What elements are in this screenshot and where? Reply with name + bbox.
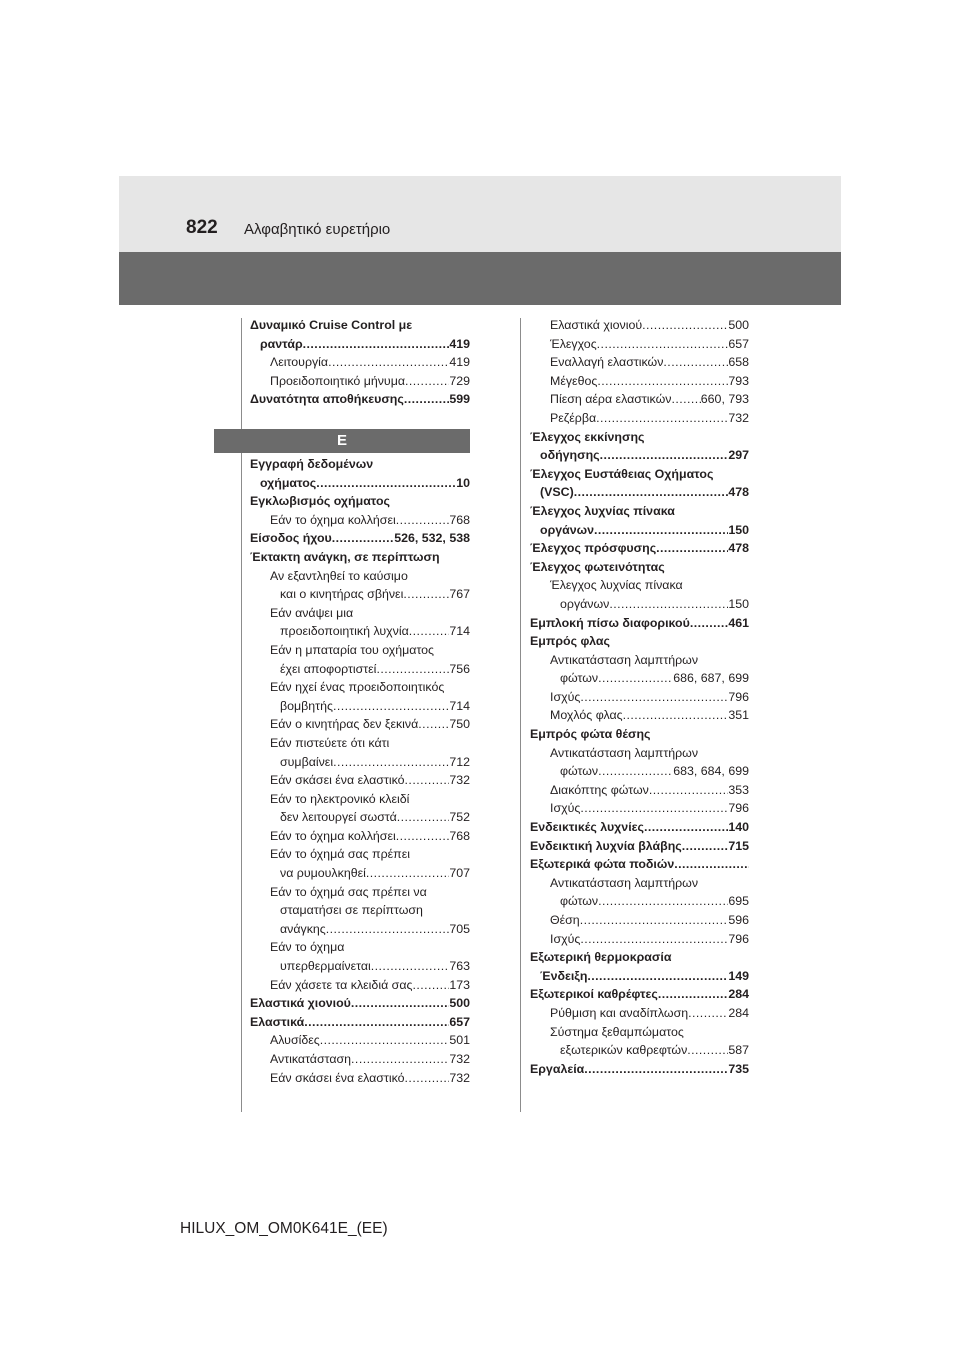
index-entry-text: και ο κινητήρας σβήνει bbox=[280, 587, 404, 602]
index-entry bbox=[530, 762, 749, 781]
index-entry bbox=[250, 901, 470, 920]
dot-leader bbox=[594, 521, 728, 540]
index-entry-page: 500 bbox=[449, 996, 470, 1011]
index-entry bbox=[250, 622, 470, 641]
dot-leader bbox=[587, 967, 728, 986]
index-entry-text: Δυνατότητα αποθήκευσης bbox=[250, 392, 404, 407]
index-entry bbox=[530, 576, 749, 595]
dot-leader bbox=[609, 595, 728, 614]
index-entry bbox=[530, 409, 749, 428]
index-entry bbox=[530, 874, 749, 893]
dot-leader bbox=[596, 409, 728, 428]
index-entry-text: Σύστημα ξεθαμπώματος bbox=[550, 1024, 684, 1039]
index-entry bbox=[530, 855, 749, 874]
index-entry-text: Εάν σκάσει ένα ελαστικό bbox=[270, 773, 405, 788]
index-entry-text: Εναλλαγή ελαστικών bbox=[550, 355, 664, 370]
index-entry-text: Εάν σκάσει ένα ελαστικό bbox=[270, 1070, 405, 1085]
index-entry bbox=[250, 316, 470, 335]
index-entry bbox=[530, 1041, 749, 1060]
index-entry bbox=[530, 465, 749, 484]
index-entry-text: οργάνων bbox=[560, 596, 610, 611]
dot-leader bbox=[600, 446, 729, 465]
index-entry-page: 478 bbox=[728, 541, 749, 556]
index-entry-text: συμβαίνει bbox=[280, 754, 334, 769]
index-entry bbox=[530, 1004, 749, 1023]
index-entry-page: 658 bbox=[728, 355, 749, 370]
dot-leader bbox=[326, 920, 450, 939]
index-entry-page: 763 bbox=[449, 959, 470, 974]
index-entry-text: Αντικατάσταση λαμπτήρων bbox=[550, 652, 699, 667]
index-entry-text: Έλεγχος λυχνίας πίνακα bbox=[550, 578, 683, 593]
index-entry-text: Ρύθμιση και αναδίπλωση bbox=[550, 1005, 689, 1020]
index-entry-page: 732 bbox=[449, 1052, 470, 1066]
index-entry bbox=[250, 1050, 470, 1069]
index-entry-page: 149 bbox=[728, 968, 749, 983]
index-entry-page: 596 bbox=[728, 913, 749, 927]
index-entry-text: Αντικατάσταση λαμπτήρων bbox=[550, 745, 699, 760]
index-entry-text: Ενδεικτικές λυχνίες bbox=[530, 820, 644, 835]
dot-leader bbox=[412, 976, 449, 995]
index-entry bbox=[250, 864, 470, 883]
dot-leader bbox=[687, 1041, 728, 1060]
dot-leader bbox=[418, 715, 449, 734]
index-entry-text: Έλεγχος φωτεινότητας bbox=[530, 559, 665, 574]
index-entry-text: Εάν η μπαταρία του οχήματος bbox=[270, 642, 435, 657]
index-entry bbox=[250, 372, 470, 391]
index-entry bbox=[250, 335, 470, 354]
index-entry bbox=[530, 669, 749, 688]
dot-leader bbox=[580, 688, 728, 707]
dot-leader bbox=[580, 930, 728, 949]
index-entry bbox=[530, 428, 749, 447]
index-entry-page: 419 bbox=[449, 355, 470, 370]
index-entry bbox=[250, 957, 470, 976]
dot-leader bbox=[580, 799, 728, 818]
index-entry-text: Προειδοποιητικό μήνυμα bbox=[270, 373, 406, 388]
dot-leader bbox=[333, 753, 449, 772]
index-entry-page: 732 bbox=[449, 1070, 470, 1085]
index-entry bbox=[250, 390, 470, 409]
index-entry-text: οχήματος bbox=[260, 475, 317, 490]
index-entry-text: Εάν ανάψει μια bbox=[270, 605, 354, 620]
index-entry-text: Έλεγχος λυχνίας πίνακα bbox=[530, 503, 675, 518]
index-entry bbox=[250, 455, 470, 474]
index-entry bbox=[530, 446, 749, 465]
index-entry bbox=[250, 734, 470, 753]
index-entry-text: προειδοποιητική λυχνία bbox=[280, 624, 409, 639]
index-entry-text: Εμπρός φλας bbox=[530, 634, 610, 649]
index-entry-text: Δυναμικό Cruise Control με bbox=[250, 318, 413, 332]
index-entry-text: Θέση bbox=[550, 913, 580, 927]
index-entry-page: 599 bbox=[449, 392, 470, 407]
index-entry bbox=[250, 511, 470, 530]
dot-leader bbox=[649, 781, 728, 800]
index-entry bbox=[530, 632, 749, 651]
index-entry-page: 793 bbox=[728, 373, 749, 388]
index-entry-page: 768 bbox=[449, 828, 470, 843]
dot-leader bbox=[688, 1004, 728, 1023]
index-entry-text: Ρεζέρβα bbox=[550, 410, 597, 425]
index-entry bbox=[530, 614, 749, 633]
index-entry bbox=[530, 372, 749, 391]
index-entry bbox=[530, 967, 749, 986]
index-entry-text: Διακόπτης φώτων bbox=[550, 782, 649, 797]
header-band bbox=[119, 176, 841, 252]
index-entry-text: Εάν το όχημα bbox=[270, 940, 345, 955]
index-entry bbox=[530, 595, 749, 614]
dot-leader bbox=[333, 697, 449, 716]
index-entry bbox=[530, 483, 749, 502]
index-entry-page: 796 bbox=[728, 801, 749, 816]
index-entry bbox=[250, 548, 470, 567]
index-entry bbox=[530, 688, 749, 707]
index-entry-page: 750 bbox=[449, 717, 470, 732]
index-column-2 bbox=[530, 316, 749, 1078]
index-entry bbox=[530, 1023, 749, 1042]
index-entry bbox=[250, 715, 470, 734]
dot-leader bbox=[396, 511, 450, 530]
index-entry bbox=[250, 790, 470, 809]
index-entry-page: 767 bbox=[449, 587, 470, 602]
index-entry-text: Μοχλός φλας bbox=[550, 708, 623, 723]
index-entry-page: 714 bbox=[449, 698, 470, 713]
dot-leader bbox=[320, 1031, 450, 1050]
dot-leader bbox=[397, 808, 450, 827]
index-entry bbox=[250, 1031, 470, 1050]
index-entry-text: Εξωτερικοί καθρέφτες bbox=[530, 987, 658, 1002]
index-entry-text: Πίεση αέρα ελαστικών bbox=[550, 392, 672, 407]
index-entry-page: 284 bbox=[728, 1005, 749, 1020]
index-entry-page: 796 bbox=[728, 931, 749, 946]
index-entry bbox=[530, 706, 749, 725]
index-entry-text: Έλεγχος bbox=[550, 336, 597, 351]
index-entry-text: Αλυσίδες bbox=[270, 1033, 320, 1048]
index-entry-page: 756 bbox=[449, 661, 470, 676]
index-entry bbox=[250, 994, 470, 1013]
index-entry bbox=[530, 539, 749, 558]
dot-leader bbox=[332, 529, 394, 548]
dot-leader bbox=[656, 539, 728, 558]
index-entry-text: Αντικατάσταση λαμπτήρων bbox=[550, 875, 699, 890]
dot-leader bbox=[584, 1060, 728, 1079]
dot-leader bbox=[328, 353, 449, 372]
index-entry-text: οργάνων bbox=[540, 522, 594, 537]
index-entry bbox=[250, 697, 470, 716]
index-entry-text: Εάν το όχημά σας πρέπει να bbox=[270, 884, 427, 899]
dot-leader bbox=[597, 335, 729, 354]
index-entry bbox=[250, 604, 470, 623]
index-entry bbox=[250, 808, 470, 827]
index-entry-page: 660, 793 bbox=[700, 392, 749, 407]
index-entry bbox=[530, 744, 749, 763]
index-entry-text: Ενδεικτική λυχνία βλάβης bbox=[530, 838, 682, 853]
index-entry bbox=[250, 660, 470, 679]
index-entry-page: 461 bbox=[728, 615, 749, 630]
dot-leader bbox=[371, 957, 450, 976]
index-entry-page: 712 bbox=[449, 754, 470, 769]
index-entry bbox=[250, 641, 470, 660]
index-entry bbox=[530, 353, 749, 372]
index-entry bbox=[530, 1060, 749, 1079]
index-entry-text: Αν εξαντληθεί το καύσιμο bbox=[270, 568, 408, 583]
index-entry bbox=[250, 474, 470, 493]
index-entry-page: 768 bbox=[449, 512, 470, 527]
dot-leader bbox=[376, 660, 449, 679]
index-entry bbox=[250, 585, 470, 604]
index-entry-page: 705 bbox=[449, 921, 470, 936]
index-entry-text: Εμπρός φώτα θέσης bbox=[530, 727, 651, 742]
index-entry-page: 353 bbox=[728, 782, 749, 797]
index-entry bbox=[530, 651, 749, 670]
index-entry-text: Εάν ο κινητήρας δεν ξεκινά bbox=[270, 717, 419, 732]
index-entry bbox=[530, 725, 749, 744]
index-entry bbox=[530, 892, 749, 911]
index-entry-page: 732 bbox=[449, 773, 470, 788]
index-entry bbox=[530, 818, 749, 837]
dot-leader bbox=[580, 911, 729, 930]
dot-leader bbox=[404, 390, 450, 409]
section-letter-bar: Ε bbox=[214, 429, 470, 453]
index-entry-page: 686, 687, 699 bbox=[673, 671, 749, 686]
dot-leader bbox=[598, 762, 673, 781]
dot-leader bbox=[642, 316, 728, 335]
dot-leader bbox=[597, 372, 728, 391]
index-entry-text: υπερθερμαίνεται bbox=[280, 959, 371, 974]
index-entry-page: 683, 684, 699 bbox=[673, 764, 749, 779]
index-entry-page: 587 bbox=[728, 1043, 749, 1058]
dot-leader bbox=[658, 985, 728, 1004]
index-entry-text: (VSC) bbox=[540, 485, 574, 500]
index-entry bbox=[530, 390, 749, 409]
index-entry-page: 695 bbox=[728, 894, 749, 909]
dot-leader bbox=[405, 771, 450, 790]
index-entry-page: 150 bbox=[728, 522, 749, 537]
dot-leader bbox=[682, 837, 729, 856]
index-entry-page: 140 bbox=[728, 820, 749, 835]
index-entry-text: Εάν το όχημα κολλήσει bbox=[270, 512, 396, 527]
index-entry bbox=[250, 976, 470, 995]
index-entry bbox=[530, 948, 749, 967]
dot-leader bbox=[316, 474, 456, 493]
index-entry bbox=[250, 753, 470, 772]
index-entry bbox=[250, 938, 470, 957]
index-entry-text: Εργαλεία bbox=[530, 1061, 585, 1076]
dot-leader bbox=[366, 864, 449, 883]
dot-leader bbox=[598, 669, 673, 688]
dot-leader bbox=[409, 622, 450, 641]
index-entry bbox=[250, 845, 470, 864]
index-entry-text: Εμπλοκή πίσω διαφορικού bbox=[530, 615, 690, 630]
index-entry bbox=[530, 837, 749, 856]
index-entry bbox=[250, 567, 470, 586]
index-entry-page: 714 bbox=[449, 624, 470, 639]
dot-leader bbox=[405, 372, 449, 391]
index-entry-text: δεν λειτουργεί σωστά bbox=[280, 810, 397, 825]
index-entry-page: 732 bbox=[728, 410, 749, 425]
index-entry-text: Εξωτερικά φώτα ποδιών bbox=[530, 857, 675, 872]
index-entry-page: 419 bbox=[449, 336, 470, 351]
dot-leader bbox=[403, 585, 449, 604]
dot-leader bbox=[671, 390, 700, 409]
index-entry-page: 478 bbox=[728, 485, 749, 500]
index-entry-text: Εάν χάσετε τα κλειδιά σας bbox=[270, 977, 413, 992]
index-entry-text: Ισχύς bbox=[550, 801, 581, 816]
index-entry-text: Ένδειξη bbox=[540, 968, 588, 983]
index-entry-text: Ελαστικά bbox=[250, 1014, 305, 1029]
index-entry bbox=[530, 558, 749, 577]
index-entry bbox=[250, 827, 470, 846]
index-entry bbox=[530, 502, 749, 521]
index-entry bbox=[530, 521, 749, 540]
index-entry-text: Έλεγχος πρόσφυσης bbox=[530, 541, 657, 556]
index-entry-text: Λειτουργία bbox=[270, 355, 329, 370]
index-entry bbox=[530, 316, 749, 335]
index-entry-page: 526, 532, 538 bbox=[394, 531, 470, 546]
document-code: HILUX_OM_OM0K641E_(EE) bbox=[180, 1220, 388, 1237]
index-entry-page: 752 bbox=[449, 810, 470, 825]
index-entry bbox=[530, 930, 749, 949]
page-number: 822 bbox=[186, 217, 218, 238]
index-entry-page: 173 bbox=[449, 977, 470, 992]
index-entry-text: φώτων bbox=[560, 894, 599, 909]
index-entry-page: 10 bbox=[456, 475, 470, 490]
index-entry-text: Ελαστικά χιονιού bbox=[550, 318, 643, 332]
index-entry-text: Εάν ηχεί ένας προειδοποιητικός bbox=[270, 680, 445, 695]
index-entry-text: σταματήσει σε περίπτωση bbox=[280, 903, 423, 918]
index-entry bbox=[250, 883, 470, 902]
index-entry-text: Εγκλωβισμός οχήματος bbox=[250, 494, 391, 509]
index-entry-page: 297 bbox=[728, 448, 749, 463]
index-entry bbox=[530, 781, 749, 800]
dot-leader bbox=[690, 614, 729, 633]
index-column-1 bbox=[250, 455, 470, 1087]
column-divider-middle bbox=[520, 318, 521, 1112]
dot-leader bbox=[303, 335, 450, 354]
page-title: Αλφαβητικό ευρετήριο bbox=[244, 221, 391, 238]
index-entry-text: Εάν το όχημά σας πρέπει bbox=[270, 847, 410, 862]
index-entry-text: Ισχύς bbox=[550, 931, 581, 946]
index-entry-text: Εξωτερική θερμοκρασία bbox=[530, 950, 672, 965]
index-entry-text: φώτων bbox=[560, 764, 599, 779]
index-entry-page: 657 bbox=[449, 1014, 470, 1029]
dot-leader bbox=[663, 353, 728, 372]
index-entry bbox=[530, 799, 749, 818]
index-entry-page: 715 bbox=[728, 838, 749, 853]
index-entry-text: βομβητής bbox=[280, 698, 333, 713]
index-entry-text: οδήγησης bbox=[540, 448, 600, 463]
dot-leader bbox=[304, 1013, 449, 1032]
index-entry-text: ραντάρ bbox=[260, 336, 303, 351]
dot-leader bbox=[674, 855, 749, 874]
index-entry bbox=[250, 529, 470, 548]
index-entry-text: Εάν το όχημα κολλήσει bbox=[270, 828, 396, 843]
index-entry-text: ανάγκης bbox=[280, 921, 326, 936]
index-entry bbox=[250, 492, 470, 511]
dot-leader bbox=[644, 818, 728, 837]
index-entry-page: 351 bbox=[728, 708, 749, 723]
index-entry-page: 501 bbox=[449, 1033, 470, 1048]
index-entry-text: Ισχύς bbox=[550, 689, 581, 704]
index-entry bbox=[530, 911, 749, 930]
index-entry-text: Είσοδος ήχου bbox=[250, 531, 332, 546]
index-entry-text: Έλεγχος εκκίνησης bbox=[530, 429, 645, 444]
dot-leader bbox=[623, 706, 729, 725]
index-entry-page: 500 bbox=[728, 318, 749, 332]
index-entry-text: Αντικατάσταση bbox=[270, 1052, 352, 1066]
index-entry-page: 796 bbox=[728, 689, 749, 704]
dot-leader bbox=[574, 483, 729, 502]
index-entry-text: Έκτακτη ανάγκη, σε περίπτωση bbox=[250, 549, 440, 564]
dot-leader bbox=[351, 1050, 449, 1069]
index-column-1-top bbox=[250, 316, 470, 409]
header-dark-band bbox=[119, 252, 841, 305]
index-entry-page: 284 bbox=[728, 987, 749, 1002]
index-entry bbox=[250, 1013, 470, 1032]
index-entry-text: Ελαστικά χιονιού bbox=[250, 996, 351, 1011]
index-entry-text: Εγγραφή δεδομένων bbox=[250, 457, 374, 471]
index-entry-text: Μέγεθος bbox=[550, 373, 598, 388]
dot-leader bbox=[351, 994, 449, 1013]
index-entry-text: φώτων bbox=[560, 671, 599, 686]
index-entry-page: 657 bbox=[728, 336, 749, 351]
index-entry-text: να ρυμουλκηθεί bbox=[280, 866, 366, 881]
index-entry-page: 150 bbox=[728, 596, 749, 611]
index-entry bbox=[250, 920, 470, 939]
index-entry bbox=[530, 335, 749, 354]
index-entry-text: εξωτερικών καθρεφτών bbox=[560, 1043, 688, 1058]
index-entry bbox=[250, 353, 470, 372]
index-entry-page: 735 bbox=[728, 1061, 749, 1076]
index-entry bbox=[530, 985, 749, 1004]
dot-leader bbox=[405, 1069, 450, 1088]
dot-leader bbox=[396, 827, 450, 846]
index-entry-text: έχει αποφορτιστεί bbox=[280, 661, 377, 676]
index-entry-text: Εάν πιστεύετε ότι κάτι bbox=[270, 735, 390, 750]
index-entry-page: 729 bbox=[449, 373, 470, 388]
index-entry bbox=[250, 678, 470, 697]
index-entry-text: Εάν το ηλεκτρονικό κλειδί bbox=[270, 791, 410, 806]
index-entry bbox=[250, 1069, 470, 1088]
index-entry bbox=[250, 771, 470, 790]
index-entry-page: 707 bbox=[449, 866, 470, 881]
dot-leader bbox=[598, 892, 728, 911]
index-entry-text: Έλεγχος Ευστάθειας Οχήματος bbox=[530, 466, 714, 481]
